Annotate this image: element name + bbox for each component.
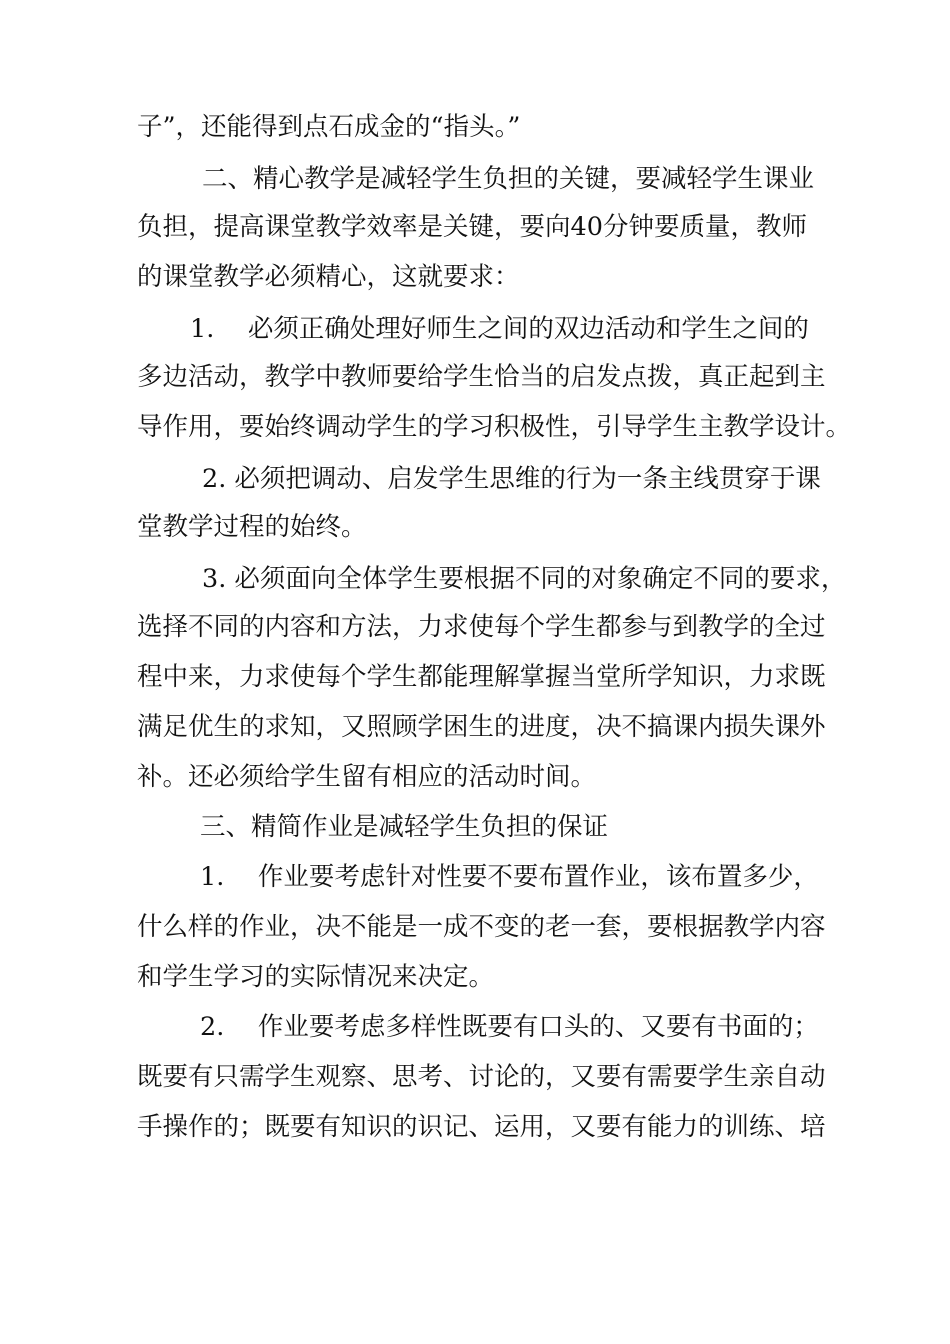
text-line-18: 和学生学习的实际情况来决定。: [137, 962, 495, 992]
homework-item-2-start: 2. 作业要考虑多样性既要有口头的、又要有书面的；: [200, 1012, 819, 1042]
text-line-1: 子”，还能得到点石成金的“指头。”: [137, 112, 521, 142]
homework-item-1-start: 1. 作业要考虑针对性要不要布置作业，该布置多少，: [200, 862, 819, 892]
text-line-4: 的课堂教学必须精心，这就要求：: [137, 262, 520, 292]
list-item-1-start: 1. 必须正确处理好师生之间的双边活动和学生之间的: [190, 314, 809, 344]
list-item-2-start: 2. 必须把调动、启发学生思维的行为一条主线贯穿于课: [202, 464, 821, 494]
text-line-9: 堂教学过程的始终。: [137, 512, 367, 542]
text-line-7: 导作用，要始终调动学生的学习积极性，引导学生主教学设计。: [137, 412, 852, 442]
text-line-11: 选择不同的内容和方法，力求使每个学生都参与到教学的全过: [137, 612, 826, 642]
section-heading-3: 三、精简作业是减轻学生负担的保证: [200, 812, 609, 842]
text-line-21: 手操作的；既要有知识的识记、运用，又要有能力的训练、培: [137, 1112, 826, 1142]
text-line-3: 负担，提高课堂教学效率是关键，要向40分钟要质量，教师: [137, 212, 807, 242]
text-line-20: 既要有只需学生观察、思考、讨论的，又要有需要学生亲自动: [137, 1062, 826, 1092]
text-line-14: 补。还必须给学生留有相应的活动时间。: [137, 762, 597, 792]
text-line-12: 程中来，力求使每个学生都能理解掌握当堂所学知识，力求既: [137, 662, 826, 692]
section-heading-2: 二、精心教学是减轻学生负担的关键，要减轻学生课业: [202, 164, 815, 194]
text-line-13: 满足优生的求知，又照顾学困生的进度，决不搞课内损失课外: [137, 712, 826, 742]
list-item-3-start: 3. 必须面向全体学生要根据不同的对象确定不同的要求，: [202, 564, 847, 594]
text-line-17: 什么样的作业，决不能是一成不变的老一套，要根据教学内容: [137, 912, 826, 942]
text-line-6: 多边活动，教学中教师要给学生恰当的启发点拨，真正起到主: [137, 362, 826, 392]
